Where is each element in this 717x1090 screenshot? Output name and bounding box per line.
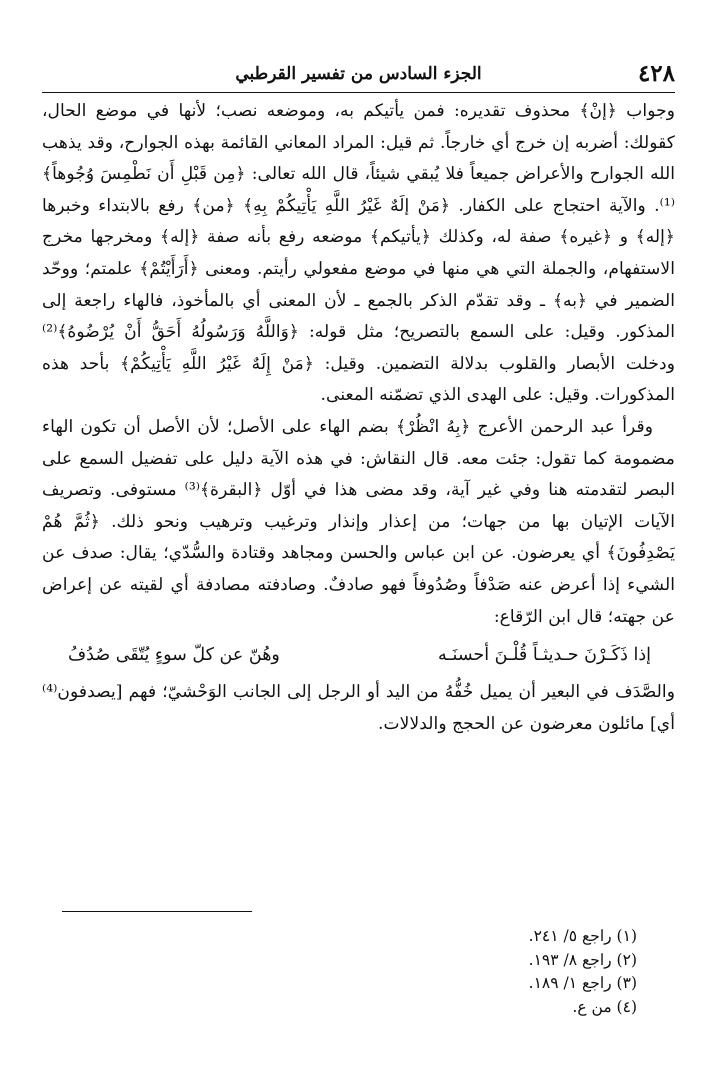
- running-title: الجزء السادس من تفسير القرطبي: [235, 64, 482, 84]
- poetry-verse: [42, 637, 675, 673]
- main-text: [42, 96, 675, 740]
- footnote: (٣) راجع ١/ ١٨٩.: [528, 974, 637, 992]
- verse-first-hemistich: إذا ذَكَـرْنَ حـديثـاً قُلْـنَ أحسنَـه: [438, 645, 651, 666]
- paragraph: وقرأ عبد الرحمن الأعرج ﴿بِهُ انْظُرْ﴾ بضم الهاء على الأصل؛ لأن الأصل أن تكون الهاء مضمومة كما تقول: جئت معه. قال النقاش: في هذه الآية دليل على تفضيل السمع على البصر لتقدمته هنا وفي غير آية، وقد مضى هذا في أوّل ﴿البقرة﴾⁽³⁾ مستوفى. وتصريف الآيات الإتيان بها من جهات؛ من إعذار وإنذار وترغيب وترهيب ونحو ذلك. ﴿ثُمَّ هُمْ يَصْدِفُونَ﴾ أي يعرضون. عن ابن عباس والحسن ومجاهد وقتادة والسُّدّي؛ يقال: صدف عن الشيء إذا أعرض عنه صَدْفاً وصُدُوفاً فهو صادفٌ. وصادفته مصادفة أي لقيته عن إعراض عن جهته؛ قال ابن الرّقاع:: [42, 416, 675, 627]
- paragraph: والصَّدَف في البعير أن يميل خُفُّهُ من اليد أو الرجل إلى الجانب الوَحْشيّ؛ فهم [يصدفون⁽⁴⁾ أي] مائلون معرضون عن الحجج والدلالات.: [42, 682, 675, 734]
- footnotes: [300, 925, 637, 1019]
- verse-second-hemistich: وهُنّ عن كلّ سوءٍ يُتّقَى صُدُفُ: [68, 645, 280, 666]
- page-number: ٤٢٨: [637, 60, 675, 87]
- page-header: [42, 58, 675, 93]
- footnote: (٤) من ع.: [572, 997, 637, 1016]
- paragraph: وجواب ﴿إنْ﴾ محذوف تقديره: فمن يأتيكم به، وموضعه نصب؛ لأنها في موضع الحال، كقولك: أضربه إن خرج أي خارجاً. ثم قيل: المراد المعاني القائمة بهذه الجوارح، وقد يذهب الله الجوارح والأعراض جميعاً فلا يُبقي شيئاً، قال الله تعالى: ﴿مِن قَبْلِ أَن نَطْمِسَ وُجُوهاً﴾⁽¹⁾. والآية احتجاج على الكفار. ﴿مَنْ إلَهٌ غَيْرُ اللَّهِ يَأْتِيكُمْ بِهِ﴾ ﴿من﴾ رفع بالابتداء وخبرها ﴿إله﴾ و ﴿غيره﴾ صفة له، وكذلك ﴿يأتيكم﴾ موضعه رفع بأنه صفة ﴿إله﴾ ومخرجها مخرج الاستفهام، والجملة التي هي منها في موضع مفعولي رأيتم. ومعنى ﴿أَرَأَيْتُمْ﴾ علمتم؛ ووحّد الضمير في ﴿به﴾ ـ وقد تقدّم الذكر بالجمع ـ لأن المعنى أي بالمأخوذ، فالهاء راجعة إلى المذكور. وقيل: على السمع بالتصريح؛ مثل قوله: ﴿وَاللَّهُ وَرَسُولُهُ أَحَقُّ أَنْ يُرْضُوهُ﴾⁽²⁾ ودخلت الأبصار والقلوب بدلالة التضمين. وقيل: ﴿مَنْ إِلَهٌ غَيْرُ اللَّهِ يَأْتِيكُمْ﴾ بأحد هذه المذكورات. وقيل: على الهدى الذي تضمّنه المعنى.: [42, 101, 675, 406]
- footnote: (٢) راجع ٨/ ١٩٣.: [528, 950, 637, 969]
- footnote: (١) راجع ٥/ ٢٤١.: [528, 927, 637, 945]
- footnote-divider: [62, 911, 252, 912]
